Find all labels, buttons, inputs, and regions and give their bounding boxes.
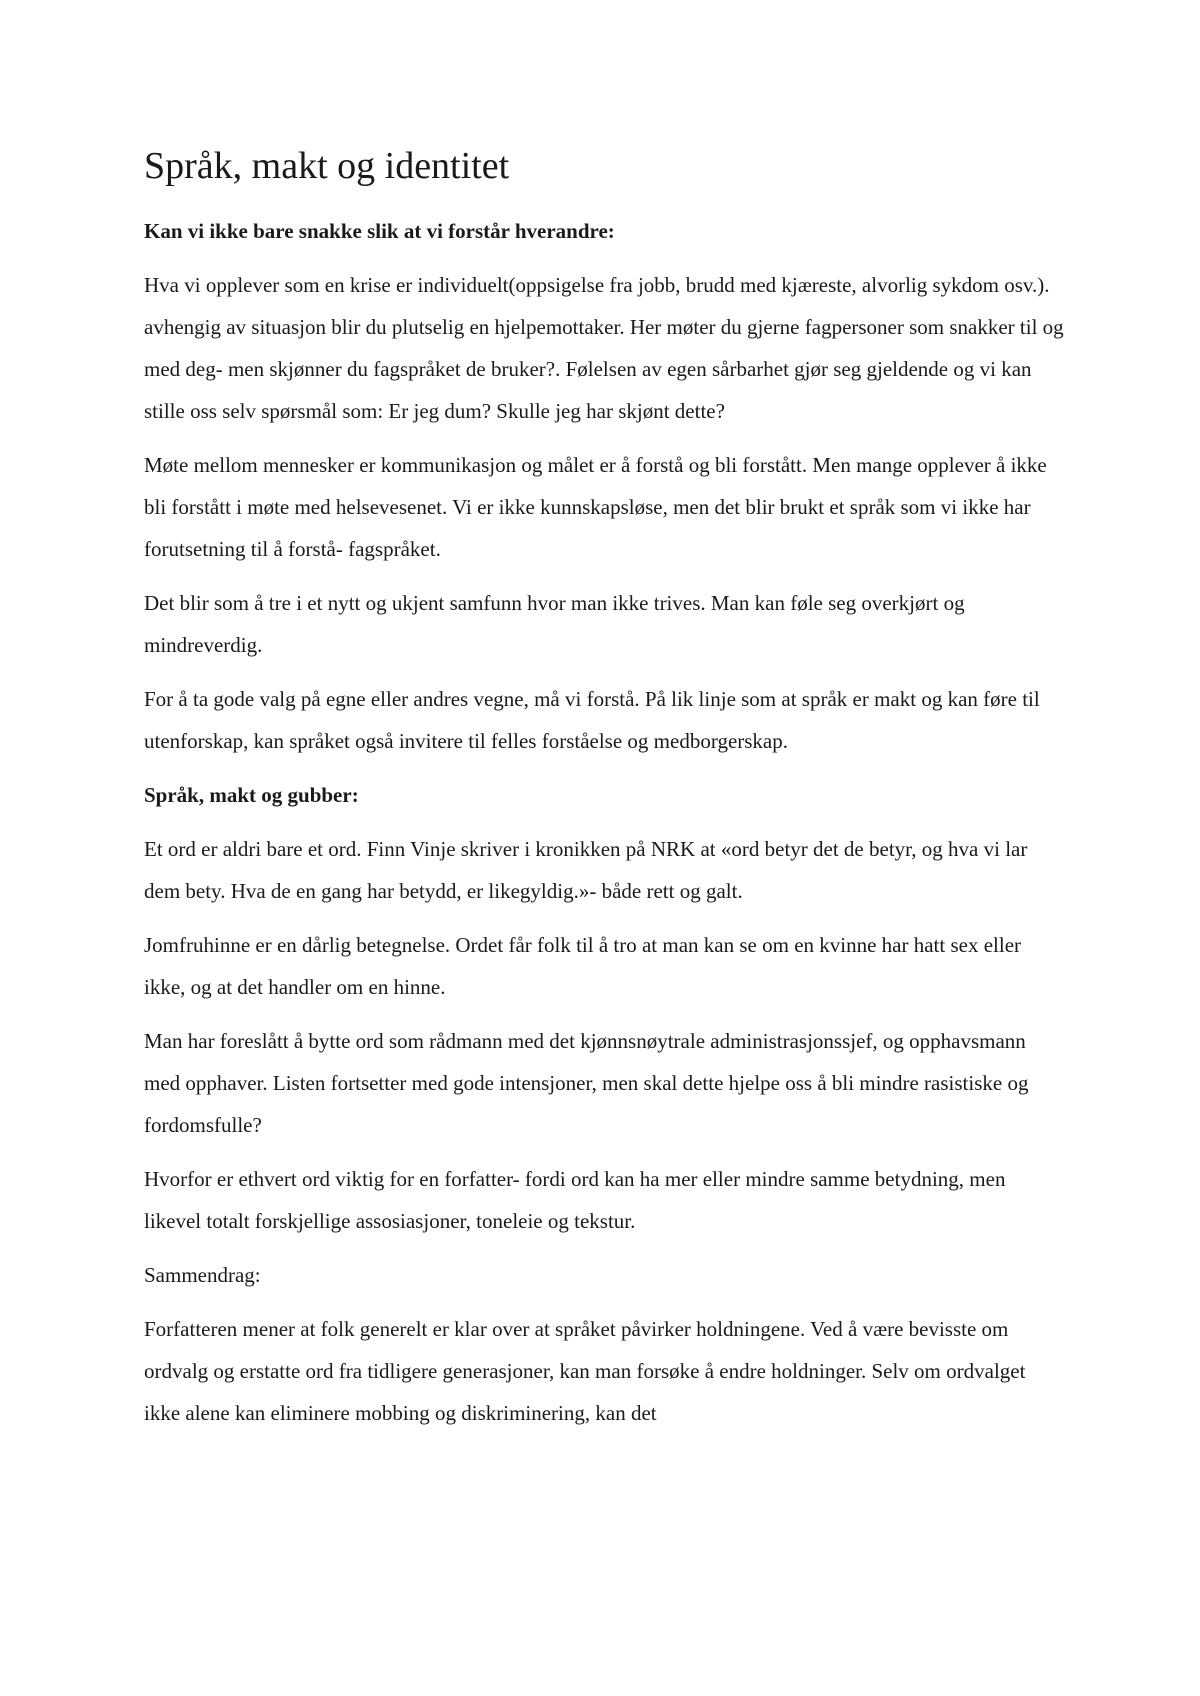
section-language-power bbox=[144, 774, 1066, 1242]
section-heading: Språk, makt og gubber: bbox=[144, 783, 359, 807]
paragraph: Møte mellom mennesker er kommunikasjon og målet er å forstå og bli forstått. Men mange opplever å ikke bli forstått i møte med helsevesenet. Vi er ikke kunnskapsløse, men det blir brukt et språk som vi ikke har forutsetning til å forstå- fagspråket. bbox=[144, 453, 1047, 561]
document-title: Språk, makt og identitet bbox=[144, 145, 510, 187]
paragraph: Hva vi opplever som en krise er individuelt(oppsigelse fra jobb, brudd med kjæreste, alvorlig sykdom osv.). avhengig av situasjon blir du plutselig en hjelpemottaker. Her møter du gjerne fagpersoner som snakker til og med deg- men skjønner du fagspråket de bruker?. Følelsen av egen sårbarhet gjør seg gjeldende og vi kan stille oss selv spørsmål som: Er jeg dum? Skulle jeg har skjønt dette? bbox=[144, 273, 1064, 423]
section-heading: Kan vi ikke bare snakke slik at vi forstår hverandre: bbox=[144, 219, 615, 243]
summary-paragraph: Forfatteren mener at folk generelt er klar over at språket påvirker holdningene. Ved å være bevisste om ordvalg og erstatte ord fra tidligere generasjoner, kan man forsøke å endre holdninger. Selv om ordvalget ikke alene kan eliminere mobbing og diskriminering, kan det bbox=[144, 1317, 1026, 1425]
paragraph: Man har foreslått å bytte ord som rådmann med det kjønnsnøytrale administrasjonssjef, og opphavsmann med opphaver. Listen fortsetter med gode intensjoner, men skal dette hjelpe oss å bli mindre rasistiske og fordomsfulle? bbox=[144, 1029, 1029, 1137]
paragraph: Et ord er aldri bare et ord. Finn Vinje skriver i kronikken på NRK at «ord betyr det de betyr, og hva vi lar dem bety. Hva de en gang har betydd, er likegyldig.»- både rett og galt. bbox=[144, 837, 1028, 903]
document-content bbox=[144, 142, 1066, 1446]
paragraph: Jomfruhinne er en dårlig betegnelse. Ordet får folk til å tro at man kan se om en kvinne har hatt sex eller ikke, og at det handler om en hinne. bbox=[144, 933, 1022, 999]
summary-label: Sammendrag: bbox=[144, 1263, 261, 1287]
paragraph: Det blir som å tre i et nytt og ukjent samfunn hvor man ikke trives. Man kan føle seg overkjørt og mindreverdig. bbox=[144, 591, 965, 657]
section-understanding bbox=[144, 210, 1066, 762]
paragraph: For å ta gode valg på egne eller andres vegne, må vi forstå. På lik linje som at språk er makt og kan føre til utenforskap, kan språket også invitere til felles forståelse og medborgerskap. bbox=[144, 687, 1040, 753]
paragraph: Hvorfor er ethvert ord viktig for en forfatter- fordi ord kan ha mer eller mindre samme betydning, men likevel totalt forskjellige assosiasjoner, toneleie og tekstur. bbox=[144, 1167, 1006, 1233]
